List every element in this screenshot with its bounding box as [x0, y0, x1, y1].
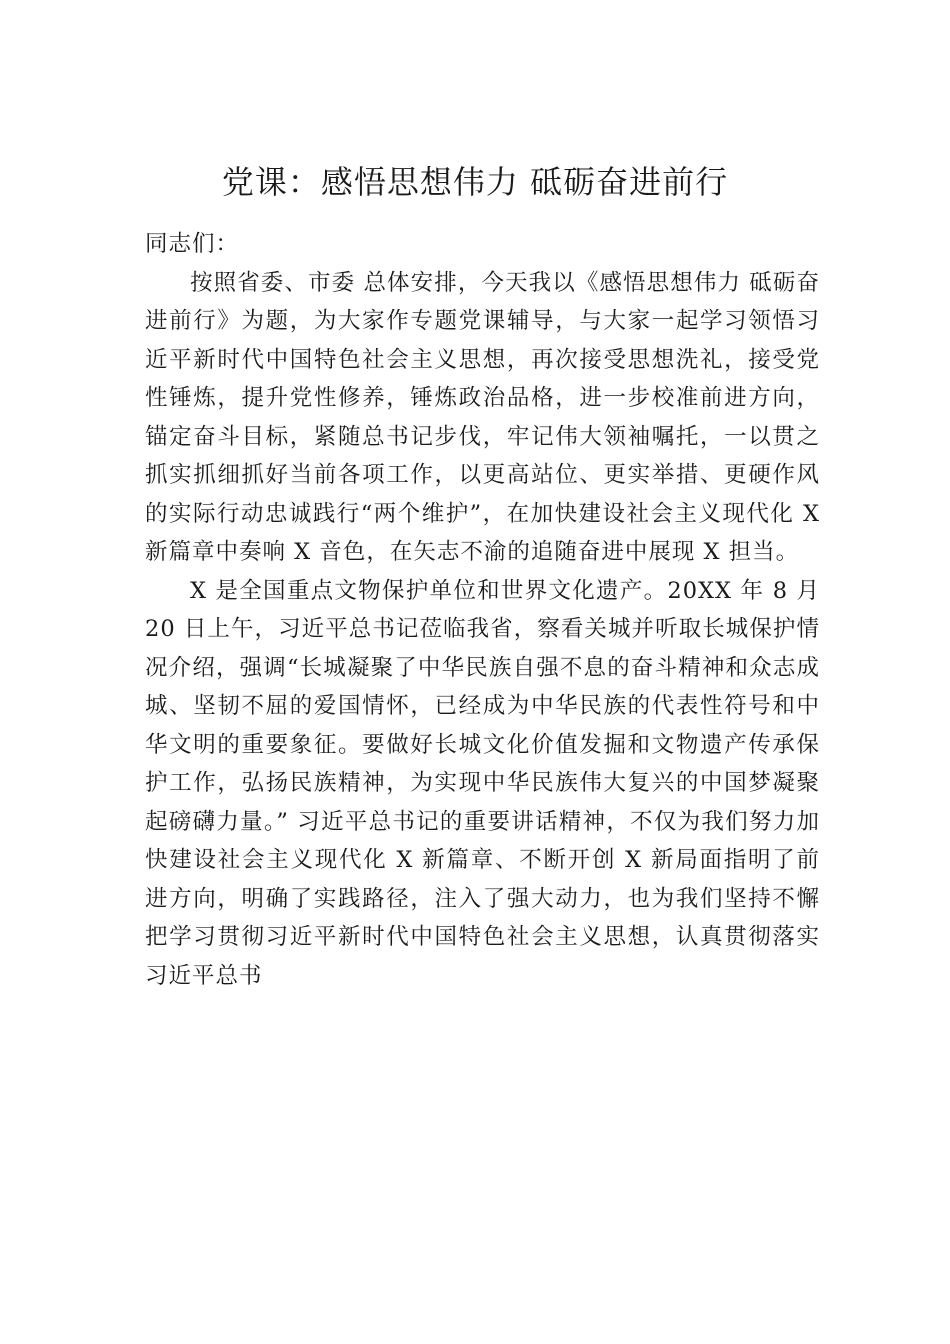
paragraph-1: 按照省委、市委 总体安排，今天我以《感悟思想伟力 砥砺奋进前行》为题，为大家作专题党课辅导，与大家一起学习领悟习近平新时代中国特色社会主义思想，再次接受思想洗礼，接受党性锤炼，提升党性修养，锤炼政治品格，进一步校准前进方向，锚定奋斗目标，紧随总书记步伐，牢记伟大领袖嘱托，一以贯之抓实抓细抓好当前各项工作，以更高站位、更实举措、更硬作风的实际行动忠诚践行“两个维护”，在加快建设社会主义现代化 X 新篇章中奏响 X 音色，在矢志不渝的追随奋进中展现 X 担当。	[145, 269, 820, 565]
document-title: 党课：感悟思想伟力 砥砺奋进前行	[221, 163, 729, 201]
salutation: 同志们：	[145, 231, 240, 257]
document-body	[145, 225, 820, 995]
paragraph-2: X 是全国重点文物保护单位和世界文化遗产。20XX 年 8 月 20 日上午，习近平总书记莅临我省，察看关城并听取长城保护情况介绍，强调“长城凝聚了中华民族自强不息的奋斗精神和众志成城、坚韧不屈的爱国情怀，已经成为中华民族的代表性符号和中华文明的重要象征。要做好长城文化价值发掘和文物遗产传承保护工作，弘扬民族精神，为实现中华民族伟大复兴的中国梦凝聚起磅礴力量。” 习近平总书记的重要讲话精神，不仅为我们努力加快建设社会主义现代化 X 新篇章、不断开创 X 新局面指明了前进方向，明确了实践路径，注入了强大动力，也为我们坚持不懈把学习贯彻习近平新时代中国特色社会主义思想，认真贯彻落实习近平总书	[145, 577, 820, 989]
